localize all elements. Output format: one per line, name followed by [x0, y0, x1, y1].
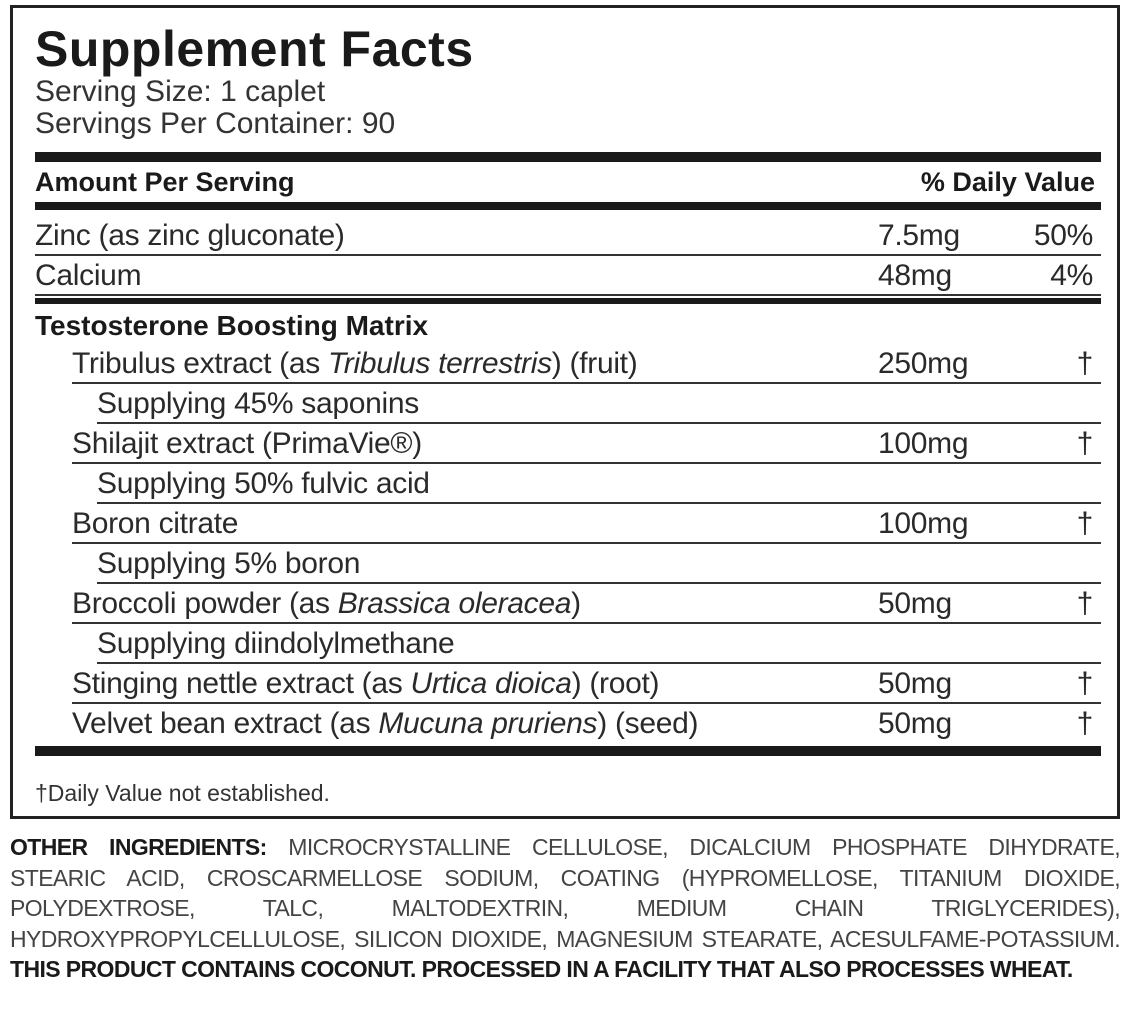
divider-thick: [35, 202, 1101, 210]
divider-thick: [35, 746, 1101, 756]
nutrient-amount: 48mg: [878, 259, 952, 292]
ingredient-name-pre: Stinging nettle extract (as: [72, 667, 411, 700]
ingredient-row: [72, 424, 1101, 464]
ingredient-row: [72, 704, 1101, 744]
ingredient-row: [72, 664, 1101, 704]
ingredient-name-post: ) (root): [571, 667, 660, 700]
ingredient-latin-name: Urtica dioica: [410, 667, 572, 700]
ingredient-row: [72, 344, 1101, 384]
nutrient-amount: 7.5mg: [878, 219, 960, 252]
ingredient-amount: 50mg: [878, 587, 952, 620]
header-amount: Amount Per Serving: [35, 167, 295, 197]
ingredient-name: [72, 587, 581, 620]
ingredient-latin-name: Mucuna pruriens: [378, 707, 598, 740]
ingredient-row: [72, 584, 1101, 624]
other-ingredients: [10, 832, 1120, 985]
ingredient-dv: †: [1076, 587, 1093, 620]
ingredient-amount: 250mg: [878, 347, 969, 380]
ingredient-amount: 100mg: [878, 427, 969, 460]
ingredient-dv: †: [1076, 347, 1093, 380]
ingredient-name-post: ): [571, 587, 581, 620]
ingredient-name-post: ) (fruit): [551, 347, 638, 380]
header-dv: % Daily Value: [920, 167, 1095, 197]
ingredient-name-pre: Shilajit extract (PrimaVie: [72, 427, 391, 460]
ingredient-latin-name: Brassica oleracea: [337, 587, 572, 620]
ingredient-name-pre: Velvet bean extract (as: [72, 707, 379, 740]
ingredient-dv: †: [1076, 667, 1093, 700]
nutrient-name: Calcium: [35, 259, 142, 292]
ingredient-row: [72, 504, 1101, 544]
ingredient-name: [72, 707, 698, 740]
other-ingredients-label: OTHER INGREDIENTS:: [10, 834, 267, 860]
nutrient-row: [35, 256, 1101, 296]
ingredient-amount: 100mg: [878, 507, 969, 540]
other-ingredients-text: MICROCRYSTALLINE CELLULOSE, DICALCIUM PHOSPHATE DIHYDRATE, STEARIC ACID, CROSCARMELLOSE SODIUM, COATING (HYPROMELLOSE, TITANIUM DIOXIDE, POLYDEXTROSE, TALC, MALTODEXTRIN, MEDIUM CHAIN TRIGLYCERIDES), HYDROXYPROPYLCELLULOSE, SILICON DIOXIDE, MAGNESIUM STEARATE, ACESULFAME-POTASSIUM.: [10, 834, 1120, 952]
supplying-row: Supplying 50% fulvic acid: [97, 464, 1101, 504]
ingredient-name: [72, 667, 659, 700]
supplying-row: Supplying diindolylmethane: [97, 624, 1101, 664]
ingredient-name-pre: Broccoli powder (as: [72, 587, 338, 620]
nutrient-dv: 4%: [1050, 259, 1093, 292]
supplying-row: Supplying 5% boron: [97, 544, 1101, 584]
ingredient-latin-name: Tribulus terrestris: [328, 347, 552, 380]
ingredient-name-post: ) (seed): [597, 707, 699, 740]
ingredient-name-post: ®): [390, 427, 422, 460]
ingredient-dv: †: [1076, 427, 1093, 460]
ingredient-name: [72, 507, 238, 540]
nutrient-row: [35, 216, 1101, 256]
panel-title: Supplement Facts: [35, 21, 474, 77]
servings-per-container: Servings Per Container: 90: [35, 107, 396, 140]
footnote: †Daily Value not established.: [35, 780, 330, 806]
supplying-row: Supplying 45% saponins: [97, 384, 1101, 424]
ingredient-name-pre: Boron citrate: [72, 507, 239, 540]
ingredient-dv: †: [1076, 707, 1093, 740]
nutrient-name: Zinc (as zinc gluconate): [35, 219, 345, 252]
ingredient-name: [72, 427, 422, 460]
ingredient-amount: 50mg: [878, 707, 952, 740]
matrix-title: Testosterone Boosting Matrix: [35, 310, 429, 341]
table-header: [35, 162, 1101, 202]
allergen-warning: THIS PRODUCT CONTAINS COCONUT. PROCESSED IN A FACILITY THAT ALSO PROCESSES WHEAT.: [10, 956, 1073, 982]
ingredient-name-pre: Tribulus extract (as: [72, 347, 328, 380]
supplement-facts-panel: [10, 5, 1120, 819]
ingredient-dv: †: [1076, 507, 1093, 540]
divider-thick: [35, 152, 1101, 162]
ingredient-amount: 50mg: [878, 667, 952, 700]
nutrient-dv: 50%: [1033, 219, 1093, 252]
ingredient-name: [72, 347, 637, 380]
serving-size: Serving Size: 1 caplet: [35, 75, 326, 108]
